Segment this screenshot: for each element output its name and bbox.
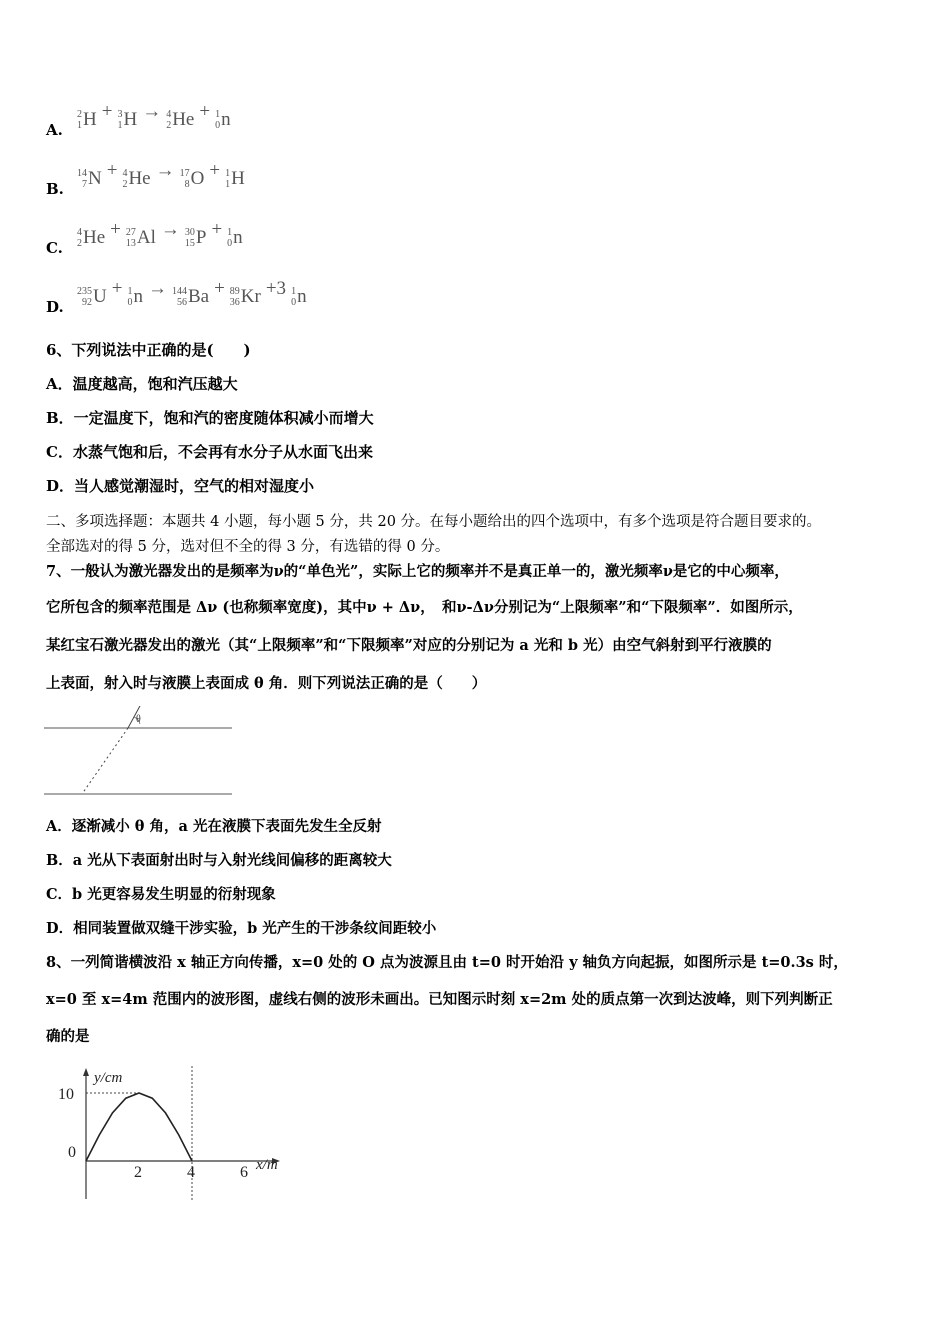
question-7-option-b: B．a 光从下表面射出时与入射光线间偏移的距离较大 <box>46 852 392 869</box>
nuclide <box>77 286 107 308</box>
equation-operator: + <box>110 219 121 240</box>
element-symbol: H <box>123 109 138 130</box>
nuclide <box>77 109 97 131</box>
y-tick-label: 10 <box>58 1086 74 1103</box>
atomic-number: 15 <box>184 238 195 249</box>
atomic-number: 36 <box>229 297 240 308</box>
question-8-line-3: 确的是 <box>46 1028 90 1045</box>
question-6-option-a: A．温度越高，饱和汽压越大 <box>46 375 238 393</box>
atomic-number: 1 <box>117 120 123 131</box>
element-symbol: Al <box>136 227 156 248</box>
equation-operator: + <box>214 278 225 299</box>
option-letter: A. <box>46 121 63 139</box>
equation-operator: +3 <box>265 278 287 299</box>
question-7-line-2: 它所包含的频率范围是 Δν (也称频率宽度)，其中ν + Δν， 和ν-Δν分别记为“上限频率”和“下限频率”．如图所示， <box>46 599 803 616</box>
element-symbol: He <box>83 227 106 248</box>
atomic-number: 0 <box>291 297 297 308</box>
element-symbol: O <box>190 168 205 189</box>
mass-number: 4 <box>77 227 82 238</box>
question-6-stem: 6、下列说法中正确的是( ) <box>46 341 251 359</box>
nuclear-equation <box>76 278 308 308</box>
element-symbol: H <box>83 109 97 130</box>
equation-operator: → <box>147 278 167 299</box>
nuclear-equation <box>76 160 246 190</box>
atomic-number: 0 <box>215 120 221 131</box>
option-letter: B. <box>46 180 64 198</box>
y-axis-label: y/cm <box>94 1070 123 1086</box>
nuclide <box>77 168 102 190</box>
element-symbol: He <box>128 168 151 189</box>
wave-series-line <box>86 1093 192 1161</box>
equation-operator: + <box>106 160 118 181</box>
atomic-number: 8 <box>184 179 190 190</box>
mass-number: 4 <box>166 109 172 120</box>
element-symbol: n <box>297 286 307 307</box>
nuclide <box>230 286 261 308</box>
section-2-instructions-line-1: 二、多项选择题：本题共 4 小题，每小题 5 分，共 20 分。在每小题给出的四个选项中，有多个选项是符合题目要求的。 <box>46 514 822 530</box>
x-axis-label: x/m <box>256 1157 278 1173</box>
equation-operator: + <box>211 219 223 240</box>
mass-number: 14 <box>77 168 87 179</box>
mass-number: 1 <box>127 286 133 297</box>
mass-number: 17 <box>179 168 190 179</box>
mass-number: 1 <box>291 286 297 297</box>
atomic-number: 2 <box>77 238 82 249</box>
element-symbol: H <box>231 168 245 189</box>
question-7-option-c: C．b 光更容易发生明显的衍射现象 <box>46 886 276 903</box>
question-7-line-1: 7、一般认为激光器发出的是频率为ν的“单色光”，实际上它的频率并不是真正单一的，激光频率ν是它的中心频率， <box>46 563 789 580</box>
atomic-number: 1 <box>77 120 82 131</box>
atomic-number: 2 <box>166 120 172 131</box>
nuclide <box>172 286 209 308</box>
wave-chart <box>50 1062 300 1204</box>
question-8-line-1: 8、一列简谐横波沿 x 轴正方向传播，x=0 处的 O 点为波源且由 t=0 时开始沿 y 轴负方向起振，如图所示是 t=0.3s 时， <box>46 954 848 971</box>
nuclide <box>227 227 243 249</box>
theta-label: θ <box>136 714 141 725</box>
refracted-ray-dashed <box>82 728 128 794</box>
x-tick-label: 4 <box>187 1164 195 1181</box>
nuclide <box>215 109 231 131</box>
equation-operator: → <box>142 101 162 122</box>
question-6-option-b: B．一定温度下，饱和汽的密度随体积减小而增大 <box>46 409 374 427</box>
section-2-instructions-line-2: 全部选对的得 5 分，选对但不全的得 3 分，有选错的得 0 分。 <box>46 539 450 555</box>
element-symbol: Ba <box>187 286 210 307</box>
nuclide <box>127 286 143 308</box>
element-symbol: He <box>172 109 195 130</box>
element-symbol: n <box>221 109 231 130</box>
x-tick-label: 2 <box>134 1164 142 1181</box>
mass-number: 2 <box>77 109 82 120</box>
nuclide <box>225 168 245 190</box>
mass-number: 1 <box>225 168 231 179</box>
option-letter: D. <box>46 298 64 316</box>
question-7-line-3: 某红宝石激光器发出的激光（其“上限频率”和“下限频率”对应的分别记为 a 光和 b 光）由空气斜射到平行液膜的 <box>46 637 772 654</box>
element-symbol: P <box>195 227 207 248</box>
element-symbol: Kr <box>240 286 261 307</box>
question-6-option-c: C．水蒸气饱和后，不会再有水分子从水面飞出来 <box>46 443 373 461</box>
atomic-number: 13 <box>125 238 136 249</box>
element-symbol: U <box>93 286 107 307</box>
equation-operator: + <box>101 101 113 122</box>
mass-number: 235 <box>77 286 92 297</box>
nuclide <box>122 168 150 190</box>
element-symbol: n <box>233 227 243 248</box>
nuclide <box>180 168 205 190</box>
nuclide <box>117 109 137 131</box>
nuclide <box>185 227 207 249</box>
y-axis-arrow <box>83 1068 89 1076</box>
atomic-number: 7 <box>82 179 87 190</box>
question-8-line-2: x=0 至 x=4m 范围内的波形图，虚线右侧的波形未画出。已知图示时刻 x=2m 处的质点第一次到达波峰，则下列判断正 <box>46 991 833 1008</box>
question-7-option-a: A．逐渐减小 θ 角，a 光在液膜下表面先发生全反射 <box>46 818 382 835</box>
atomic-number: 92 <box>82 297 92 308</box>
nuclide <box>291 286 307 308</box>
atomic-number: 0 <box>227 238 233 249</box>
mass-number: 30 <box>184 227 195 238</box>
atomic-number: 2 <box>122 179 128 190</box>
equation-operator: + <box>199 101 211 122</box>
nuclide <box>77 227 105 249</box>
equation-operator: + <box>111 278 123 299</box>
equation-operator: + <box>209 160 221 181</box>
equation-operator: → <box>160 219 180 240</box>
mass-number: 27 <box>125 227 136 238</box>
mass-number: 1 <box>215 109 221 120</box>
nuclear-equation <box>76 101 232 131</box>
mass-number: 3 <box>117 109 123 120</box>
origin-label: 0 <box>68 1144 76 1161</box>
question-7-line-4: 上表面，射入时与液膜上表面成 θ 角．则下列说法正确的是（ ） <box>46 675 487 692</box>
nuclear-equation <box>76 219 244 249</box>
mass-number: 144 <box>171 286 187 297</box>
mass-number: 1 <box>227 227 233 238</box>
atomic-number: 1 <box>225 179 231 190</box>
equation-operator: → <box>155 160 175 181</box>
mass-number: 89 <box>229 286 240 297</box>
nuclide <box>166 109 194 131</box>
nuclide <box>126 227 156 249</box>
option-letter: C. <box>46 239 63 257</box>
element-symbol: n <box>133 286 143 307</box>
atomic-number: 56 <box>176 297 187 308</box>
question-7-option-d: D．相同装置做双缝干涉实验，b 光产生的干涉条纹间距较小 <box>46 920 437 937</box>
question-6-option-d: D．当人感觉潮湿时，空气的相对湿度小 <box>46 477 315 495</box>
element-symbol: N <box>88 168 102 189</box>
liquid-film-diagram <box>44 706 234 802</box>
atomic-number: 0 <box>127 297 133 308</box>
mass-number: 4 <box>122 168 128 179</box>
x-tick-label: 6 <box>240 1164 248 1181</box>
